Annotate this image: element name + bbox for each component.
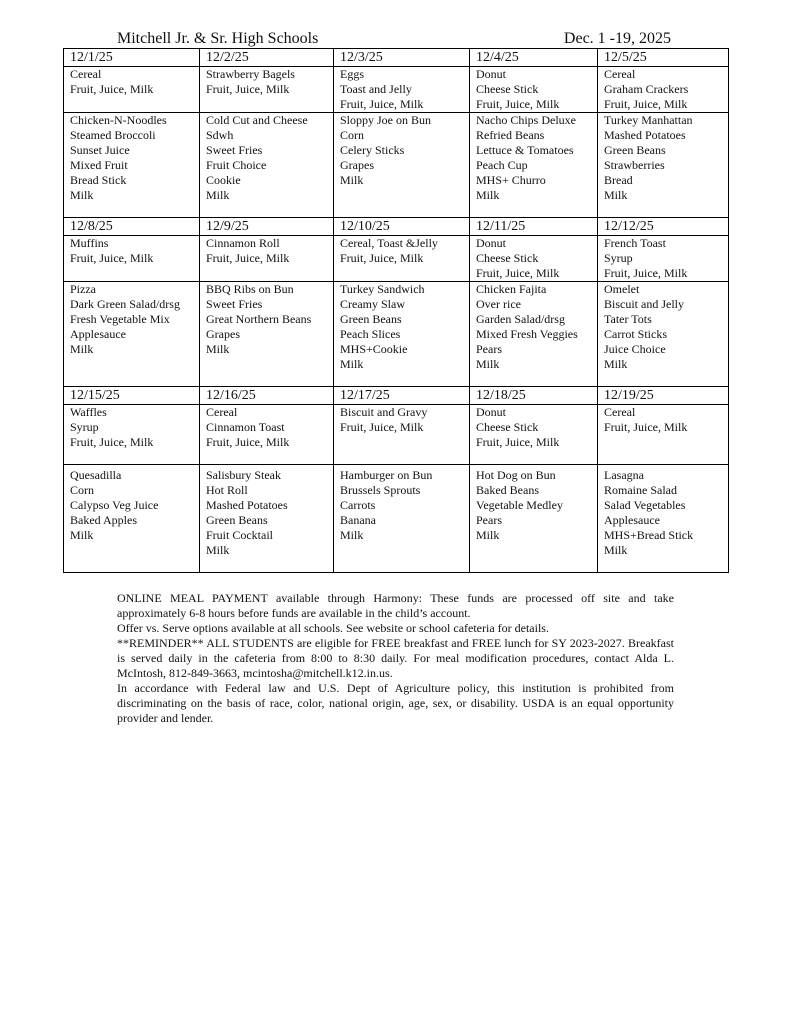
breakfast-item: Fruit, Juice, Milk	[604, 266, 688, 280]
breakfast-item: Graham Crackers	[604, 82, 689, 96]
day-date: 12/5/25	[598, 49, 729, 67]
breakfast-item: Cereal	[604, 405, 636, 419]
lunch-item: Cold Cut and Cheese	[206, 113, 308, 127]
day-date: 12/1/25	[64, 49, 200, 67]
lunch-item: Vegetable Medley	[476, 498, 563, 512]
breakfast-cell	[200, 67, 334, 113]
lunch-item: Banana	[340, 513, 376, 527]
breakfast-item: Cereal	[206, 405, 238, 419]
lunch-item: Pizza	[70, 282, 96, 296]
lunch-item: Creamy Slaw	[340, 297, 405, 311]
breakfast-row	[64, 236, 729, 282]
lunch-item: Lasagna	[604, 468, 644, 482]
breakfast-item: Eggs	[340, 67, 364, 81]
day-date: 12/18/25	[470, 387, 598, 405]
lunch-item: Fruit Cocktail	[206, 528, 273, 542]
breakfast-item: French Toast	[604, 236, 666, 250]
breakfast-item: Strawberry Bagels	[206, 67, 295, 81]
lunch-item: Strawberries	[604, 158, 665, 172]
lunch-item: Green Beans	[604, 143, 666, 157]
breakfast-item: Fruit, Juice, Milk	[70, 82, 154, 96]
lunch-item: Peach Cup	[476, 158, 528, 172]
lunch-cell	[598, 113, 729, 218]
lunch-item: Fresh Vegetable Mix	[70, 312, 170, 326]
lunch-item: MHS+ Churro	[476, 173, 546, 187]
lunch-item: Hamburger on Bun	[340, 468, 433, 482]
breakfast-item: Fruit, Juice, Milk	[206, 82, 290, 96]
day-date: 12/4/25	[470, 49, 598, 67]
breakfast-cell	[598, 236, 729, 282]
breakfast-item: Cheese Stick	[476, 251, 539, 265]
lunch-cell	[470, 465, 598, 573]
breakfast-item: Cheese Stick	[476, 420, 539, 434]
lunch-item: MHS+Bread Stick	[604, 528, 694, 542]
breakfast-item: Fruit, Juice, Milk	[604, 420, 688, 434]
breakfast-cell	[598, 405, 729, 465]
lunch-item: Steamed Broccoli	[70, 128, 156, 142]
breakfast-item: Fruit, Juice, Milk	[340, 97, 424, 111]
lunch-item: Chicken Fajita	[476, 282, 547, 296]
note-offer-vs-serve: Offer vs. Serve options available at all schools. See website or school cafeteria for details.	[117, 621, 549, 635]
lunch-item: Lettuce & Tomatoes	[476, 143, 574, 157]
lunch-item: Applesauce	[70, 327, 126, 341]
lunch-item: Milk	[340, 173, 364, 187]
breakfast-item: Donut	[476, 67, 506, 81]
lunch-item: Grapes	[340, 158, 374, 172]
lunch-cell	[200, 282, 334, 387]
breakfast-item: Cereal, Toast &Jelly	[340, 236, 438, 250]
lunch-item: Brussels Sprouts	[340, 483, 421, 497]
lunch-cell	[64, 113, 200, 218]
notes-section	[117, 591, 674, 726]
lunch-item: Calypso Veg Juice	[70, 498, 159, 512]
lunch-item: Corn	[70, 483, 94, 497]
lunch-cell	[334, 282, 470, 387]
lunch-item: Romaine Salad	[604, 483, 677, 497]
lunch-item: Milk	[476, 357, 500, 371]
lunch-cell	[200, 113, 334, 218]
lunch-item: Salad Vegetables	[604, 498, 686, 512]
lunch-item: Salisbury Steak	[206, 468, 281, 482]
lunch-item: Omelet	[604, 282, 640, 296]
lunch-item: Milk	[476, 188, 500, 202]
breakfast-cell	[200, 236, 334, 282]
lunch-cell	[64, 465, 200, 573]
lunch-item: Applesauce	[604, 513, 660, 527]
day-date: 12/8/25	[64, 218, 200, 236]
breakfast-item: Fruit, Juice, Milk	[476, 435, 560, 449]
breakfast-item: Cinnamon Toast	[206, 420, 285, 434]
lunch-item: Green Beans	[206, 513, 268, 527]
day-date: 12/3/25	[334, 49, 470, 67]
breakfast-item: Fruit, Juice, Milk	[604, 97, 688, 111]
lunch-item: Milk	[604, 357, 628, 371]
lunch-item: Pears	[476, 513, 502, 527]
breakfast-cell	[334, 236, 470, 282]
breakfast-item: Fruit, Juice, Milk	[70, 435, 154, 449]
lunch-item: Milk	[340, 357, 364, 371]
breakfast-item: Fruit, Juice, Milk	[476, 97, 560, 111]
breakfast-row	[64, 405, 729, 465]
date-range: Dec. 1 -19, 2025	[563, 30, 671, 47]
lunch-item: Milk	[604, 188, 628, 202]
lunch-item: Baked Beans	[476, 483, 539, 497]
lunch-item: Sloppy Joe on Bun	[340, 113, 432, 127]
day-date: 12/10/25	[334, 218, 470, 236]
breakfast-item: Fruit, Juice, Milk	[206, 251, 290, 265]
day-date: 12/19/25	[598, 387, 729, 405]
breakfast-cell	[470, 236, 598, 282]
day-date: 12/2/25	[200, 49, 334, 67]
lunch-item: Sdwh	[206, 128, 234, 142]
breakfast-item: Fruit, Juice, Milk	[206, 435, 290, 449]
breakfast-item: Cheese Stick	[476, 82, 539, 96]
school-name: Mitchell Jr. & Sr. High Schools	[117, 30, 319, 47]
lunch-item: Milk	[70, 528, 94, 542]
breakfast-item: Biscuit and Gravy	[340, 405, 428, 419]
breakfast-item: Donut	[476, 236, 506, 250]
lunch-row	[64, 465, 729, 573]
lunch-cell	[334, 465, 470, 573]
breakfast-item: Toast and Jelly	[340, 82, 412, 96]
breakfast-item: Muffins	[70, 236, 109, 250]
lunch-item: Carrot Sticks	[604, 327, 667, 341]
lunch-item: Turkey Manhattan	[604, 113, 693, 127]
breakfast-row	[64, 67, 729, 113]
breakfast-cell	[200, 405, 334, 465]
breakfast-item: Syrup	[604, 251, 633, 265]
breakfast-item: Fruit, Juice, Milk	[340, 251, 424, 265]
day-date: 12/11/25	[470, 218, 598, 236]
lunch-item: Refried Beans	[476, 128, 545, 142]
breakfast-cell	[334, 67, 470, 113]
lunch-item: Cookie	[206, 173, 241, 187]
breakfast-cell	[64, 67, 200, 113]
lunch-item: Peach Slices	[340, 327, 401, 341]
lunch-item: Mashed Potatoes	[604, 128, 686, 142]
lunch-item: Hot Dog on Bun	[476, 468, 556, 482]
breakfast-item: Cereal	[604, 67, 636, 81]
lunch-item: Nacho Chips Deluxe	[476, 113, 576, 127]
lunch-cell	[470, 282, 598, 387]
breakfast-cell	[470, 405, 598, 465]
lunch-cell	[200, 465, 334, 573]
lunch-item: Milk	[70, 342, 94, 356]
lunch-item: Baked Apples	[70, 513, 137, 527]
lunch-cell	[334, 113, 470, 218]
breakfast-item: Syrup	[70, 420, 99, 434]
breakfast-item: Cereal	[70, 67, 102, 81]
note-usda-statement: In accordance with Federal law and U.S. Dept of Agriculture policy, this institution is prohibited from discriminating on the basis of race, color, national origin, age, sex, or disability. USDA is an equal opportunity provider and lender.	[117, 681, 674, 725]
lunch-cell	[598, 465, 729, 573]
lunch-item: Milk	[206, 543, 230, 557]
lunch-item: Sunset Juice	[70, 143, 130, 157]
lunch-item: Milk	[206, 188, 230, 202]
lunch-item: Pears	[476, 342, 502, 356]
day-date: 12/16/25	[200, 387, 334, 405]
breakfast-item: Waffles	[70, 405, 107, 419]
lunch-row	[64, 282, 729, 387]
lunch-item: MHS+Cookie	[340, 342, 408, 356]
lunch-item: Turkey Sandwich	[340, 282, 425, 296]
breakfast-item: Donut	[476, 405, 506, 419]
menu-header	[117, 29, 671, 49]
lunch-item: Sweet Fries	[206, 143, 263, 157]
lunch-item: Mixed Fresh Veggies	[476, 327, 578, 341]
lunch-item: Over rice	[476, 297, 521, 311]
breakfast-cell	[470, 67, 598, 113]
lunch-item: Milk	[340, 528, 364, 542]
note-online-payment: ONLINE MEAL PAYMENT available through Harmony: These funds are processed off site and take approximately 6-8 hours before funds are available in the child’s account.	[117, 591, 674, 620]
lunch-row	[64, 113, 729, 218]
day-date: 12/15/25	[64, 387, 200, 405]
breakfast-cell	[598, 67, 729, 113]
lunch-item: Grapes	[206, 327, 240, 341]
lunch-item: Celery Sticks	[340, 143, 405, 157]
lunch-item: Sweet Fries	[206, 297, 263, 311]
lunch-item: Carrots	[340, 498, 376, 512]
note-reminder: **REMINDER** ALL STUDENTS are eligible for FREE breakfast and FREE lunch for SY 2023-2027. Breakfast is served daily in the cafeteria from 8:00 to 8:30 daily. For meal modification procedures, contact Alda L. McIntosh, 812-849-3663, mcintosha@mitchell.k12.in.us.	[117, 636, 674, 680]
breakfast-item: Fruit, Juice, Milk	[340, 420, 424, 434]
day-date: 12/12/25	[598, 218, 729, 236]
lunch-item: BBQ Ribs on Bun	[206, 282, 294, 296]
lunch-item: Mashed Potatoes	[206, 498, 288, 512]
lunch-item: Garden Salad/drsg	[476, 312, 565, 326]
day-date: 12/17/25	[334, 387, 470, 405]
lunch-item: Great Northern Beans	[206, 312, 312, 326]
date-row	[64, 49, 729, 67]
breakfast-item: Fruit, Juice, Milk	[476, 266, 560, 280]
lunch-item: Dark Green Salad/drsg	[70, 297, 180, 311]
lunch-item: Hot Roll	[206, 483, 248, 497]
menu-calendar-table	[63, 48, 729, 573]
breakfast-cell	[64, 236, 200, 282]
lunch-item: Corn	[340, 128, 364, 142]
lunch-item: Bread Stick	[70, 173, 127, 187]
date-row	[64, 218, 729, 236]
day-date: 12/9/25	[200, 218, 334, 236]
lunch-cell	[64, 282, 200, 387]
breakfast-cell	[64, 405, 200, 465]
breakfast-item: Cinnamon Roll	[206, 236, 280, 250]
lunch-item: Milk	[604, 543, 628, 557]
lunch-item: Mixed Fruit	[70, 158, 128, 172]
lunch-item: Tater Tots	[604, 312, 652, 326]
lunch-item: Bread	[604, 173, 633, 187]
lunch-item: Green Beans	[340, 312, 402, 326]
lunch-item: Milk	[70, 188, 94, 202]
breakfast-item: Fruit, Juice, Milk	[70, 251, 154, 265]
lunch-cell	[598, 282, 729, 387]
lunch-item: Biscuit and Jelly	[604, 297, 684, 311]
lunch-item: Milk	[476, 528, 500, 542]
lunch-item: Juice Choice	[604, 342, 666, 356]
date-row	[64, 387, 729, 405]
lunch-item: Fruit Choice	[206, 158, 267, 172]
lunch-item: Quesadilla	[70, 468, 122, 482]
breakfast-cell	[334, 405, 470, 465]
lunch-item: Milk	[206, 342, 230, 356]
lunch-item: Chicken-N-Noodles	[70, 113, 167, 127]
lunch-cell	[470, 113, 598, 218]
